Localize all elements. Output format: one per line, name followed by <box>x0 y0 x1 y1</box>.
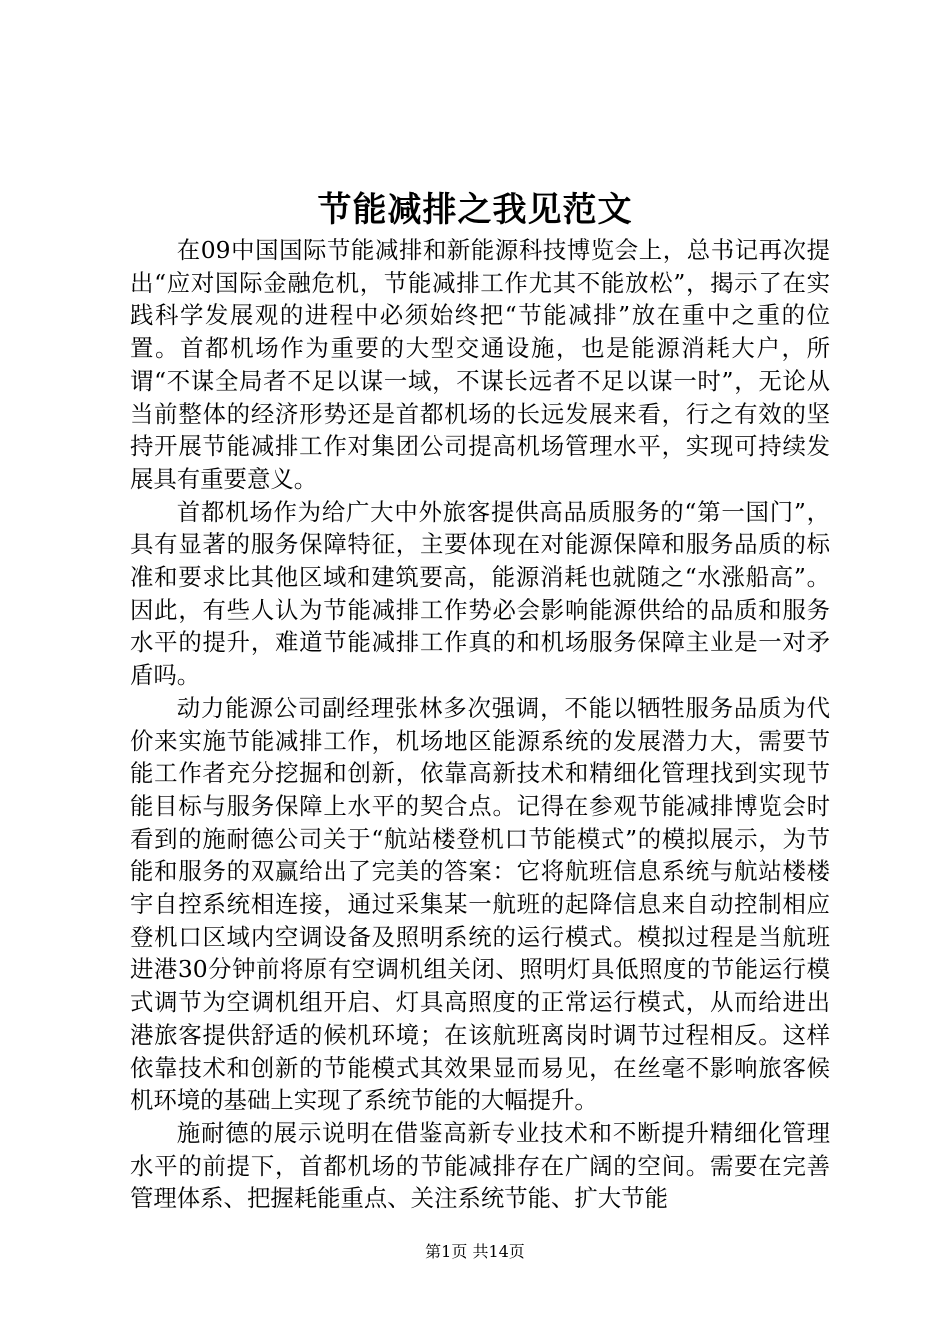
paragraph: 首都机场作为给广大中外旅客提供高品质服务的“第一国门”，具有显著的服务保障特征，主要体现在对能源保障和服务品质的标准和要求比其他区域和建筑要高，能源消耗也就随之“水涨船高”。因此，有些人认为节能减排工作势必会影响能源供给的品质和服务水平的提升，难道节能减排工作真的和机场服务保障主业是一对矛盾吗。 <box>130 497 830 690</box>
paragraph: 施耐德的展示说明在借鉴高新专业技术和不断提升精细化管理水平的前提下，首都机场的节能减排存在广阔的空间。需要在完善管理体系、把握耗能重点、关注系统节能、扩大节能 <box>130 1118 830 1213</box>
document-title: 节能减排之我见范文 <box>317 190 633 230</box>
document-body <box>130 234 830 1215</box>
paragraph: 动力能源公司副经理张林多次强调，不能以牺牲服务品质为代价来实施节能减排工作，机场地区能源系统的发展潜力大，需要节能工作者充分挖掘和创新，依靠高新技术和精细化管理找到实现节能目标与服务保障上水平的契合点。记得在参观节能减排博览会时看到的施耐德公司关于“航站楼登机口节能模式”的模拟展示，为节能和服务的双赢给出了完美的答案：它将航班信息系统与航站楼楼宇自控系统相连接，通过采集某一航班的起降信息来自动控制相应登机口区域内空调设备及照明系统的运行模式。模拟过程是当航班进港30分钟前将原有空调机组关闭、照明灯具低照度的节能运行模式调节为空调机组开启、灯具高照度的正常运行模式，从而给进出港旅客提供舒适的候机环境；在该航班离岗时调节过程相反。这样依靠技术和创新的节能模式其效果显而易见，在丝毫不影响旅客候机环境的基础上实现了系统节能的大幅提升。 <box>130 693 830 1115</box>
page-footer: 第1页 共14页 <box>425 1242 525 1261</box>
paragraph: 在09中国国际节能减排和新能源科技博览会上，总书记再次提出“应对国际金融危机，节能减排工作尤其不能放松”，揭示了在实践科学发展观的进程中必须始终把“节能减排”放在重中之重的位置。首都机场作为重要的大型交通设施，也是能源消耗大户，所谓“不谋全局者不足以谋一域，不谋长远者不足以谋一时”，无论从当前整体的经济形势还是首都机场的长远发展来看，行之有效的坚持开展节能减排工作对集团公司提高机场管理水平，实现可持续发展具有重要意义。 <box>130 236 830 493</box>
